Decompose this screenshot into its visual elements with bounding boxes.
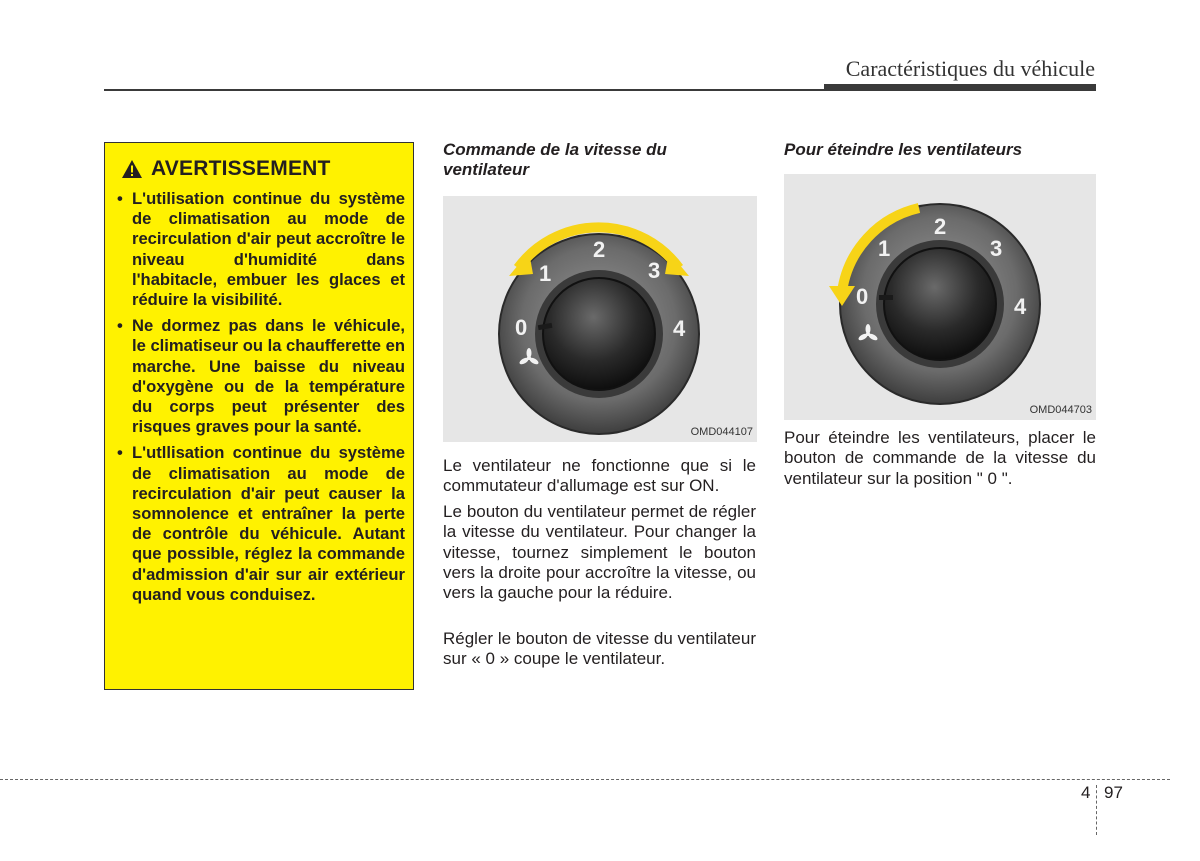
warning-item: • L'utilisation continue du système de climatisation au mode de recirculation d'air peut accroître le niveau d'humidité dans l'habitacle, embuer les glaces et réduire la visibilité. bbox=[115, 189, 405, 310]
page-number: 97 bbox=[1104, 783, 1123, 802]
speed-label-4: 4 bbox=[673, 316, 686, 341]
speed-label-2: 2 bbox=[593, 237, 606, 262]
running-header-title: Caractéristiques du véhicule bbox=[845, 56, 1095, 81]
footer-rule bbox=[0, 779, 1170, 780]
arrow-right-head bbox=[665, 252, 689, 276]
chapter-number: 4 bbox=[1081, 783, 1091, 802]
speed-label-3: 3 bbox=[648, 258, 661, 283]
header-rule-accent bbox=[824, 84, 1096, 90]
turn-off-fans-heading: Pour éteindre les ventilateurs bbox=[784, 140, 1023, 159]
speed-label-0: 0 bbox=[515, 315, 528, 340]
speed-label-0: 0 bbox=[856, 284, 869, 309]
warning-title: AVERTISSEMENT bbox=[151, 157, 331, 180]
warning-item: • L'utllisation continue du système de climatisation au mode de recirculation d'air peut causer la somnolence et entraîner la perte de contrôle du véhicule. Autant que possible, réglez la commande d'admission d'air sur air extérieur quand vous conduisez. bbox=[115, 443, 405, 605]
paragraph: Régler le bouton de vitesse du ventilateur sur « 0 » coupe le ventilateur. bbox=[443, 629, 756, 669]
speed-label-2: 2 bbox=[934, 214, 947, 239]
speed-label-1: 1 bbox=[878, 236, 891, 261]
warning-box bbox=[104, 142, 414, 690]
fan-knob-illustration bbox=[443, 196, 757, 442]
fan-knob-illustration bbox=[784, 174, 1096, 420]
speed-label-4: 4 bbox=[1014, 294, 1027, 319]
fan-speed-knob-figure bbox=[443, 196, 757, 442]
paragraph: Le ventilateur ne fonctionne que si le commutateur d'allumage est sur ON. bbox=[443, 456, 756, 496]
figure-code: OMD044703 bbox=[1029, 404, 1092, 416]
warning-triangle-icon bbox=[121, 159, 143, 179]
fan-speed-heading: Commande de la vitesse du ventilateur bbox=[443, 140, 667, 179]
arrow-left-head bbox=[509, 252, 533, 276]
warning-item: • Ne dormez pas dans le véhicule, le climatiseur ou la chaufferette en marche. Une baisse du niveau d'oxygène ou de la température du corps peut présenter des risques graves pour la santé. bbox=[115, 316, 405, 437]
speed-label-3: 3 bbox=[990, 236, 1003, 261]
speed-label-1: 1 bbox=[539, 261, 552, 286]
warning-header bbox=[121, 153, 405, 185]
warning-list bbox=[115, 189, 405, 605]
paragraph: Pour éteindre les ventilateurs, placer le bouton de commande de la vitesse du ventilateur sur la position " 0 ". bbox=[784, 428, 1096, 488]
paragraph: Le bouton du ventilateur permet de régler la vitesse du ventilateur. Pour changer la vitesse, tournez simplement le bouton vers la droite pour accroître la vitesse, ou vers la gauche pour la réduire. bbox=[443, 502, 756, 603]
figure-code: OMD044107 bbox=[690, 426, 753, 438]
fan-off-knob-figure bbox=[784, 174, 1096, 420]
footer-divider bbox=[1096, 785, 1097, 835]
